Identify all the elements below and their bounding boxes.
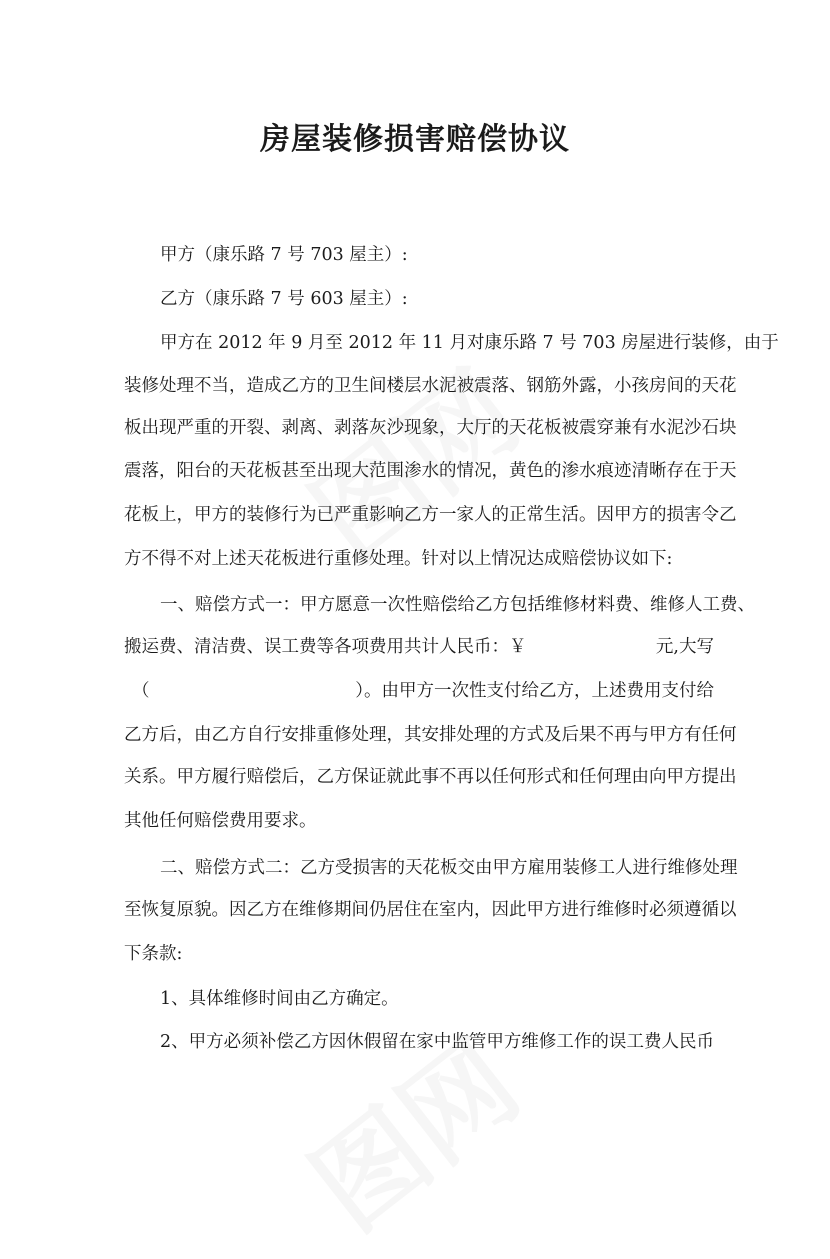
paragraph-line: 板出现严重的开裂、剥离、剥落灰沙现象，大厅的天花板被震穿兼有水泥沙石块 — [124, 418, 737, 438]
document-title: 房屋装修损害赔偿协议 — [260, 122, 570, 157]
open-paren: （ — [132, 681, 150, 701]
payment-text: ）。由甲方一次性支付给乙方，上述费用支付给 — [355, 681, 714, 701]
paragraph-line: 装修处理不当，造成乙方的卫生间楼层水泥被震落、钢筋外露，小孩房间的天花 — [124, 376, 737, 396]
option1-amount-line — [124, 636, 714, 658]
clause-1: 1、具体维修时间由乙方确定。 — [160, 989, 399, 1009]
party-a-line: 甲方（康乐路 7 号 703 屋主）: — [160, 245, 408, 265]
option1-line: 一、赔偿方式一：甲方愿意一次性赔偿给乙方包括维修材料费、维修人工费、 — [160, 595, 755, 615]
option1-line: 其他任何赔偿费用要求。 — [124, 811, 317, 831]
amount-label: 搬运费、清洁费、误工费等各项费用共计人民币：￥ — [124, 637, 527, 657]
clause-2: 2、甲方必须补偿乙方因休假留在家中监管甲方维修工作的误工费人民币 — [160, 1032, 714, 1052]
paragraph-line: 甲方在 2012 年 9 月至 2012 年 11 月对康乐路 7 号 703 房屋进行装修，由于 — [160, 333, 779, 353]
option1-line: 乙方后，由乙方自行安排重修处理，其安排处理的方式及后果不再与甲方有任何 — [124, 725, 737, 745]
option2-line: 下条款: — [124, 944, 183, 964]
option1-line: 关系。甲方履行赔偿后，乙方保证就此事不再以任何形式和任何理由向甲方提出 — [124, 767, 737, 787]
paragraph-line: 震落，阳台的天花板甚至出现大范围渗水的情况，黄色的渗水痕迹清晰存在于天 — [124, 461, 737, 481]
paragraph-line: 花板上，甲方的装修行为已严重影响乙方一家人的正常生活。因甲方的损害令乙 — [124, 505, 737, 525]
option2-line: 至恢复原貌。因乙方在维修期间仍居住在室内，因此甲方进行维修时必须遵循以 — [124, 900, 737, 920]
party-b-line: 乙方（康乐路 7 号 603 屋主）: — [160, 289, 408, 309]
paragraph-line: 方不得不对上述天花板进行重修处理。针对以上情况达成赔偿协议如下: — [124, 549, 673, 569]
option2-line: 二、赔偿方式二：乙方受损害的天花板交由甲方雇用装修工人进行维修处理 — [160, 858, 738, 878]
amount-unit: 元,大写 — [655, 637, 714, 657]
option1-capital-line — [132, 680, 714, 702]
